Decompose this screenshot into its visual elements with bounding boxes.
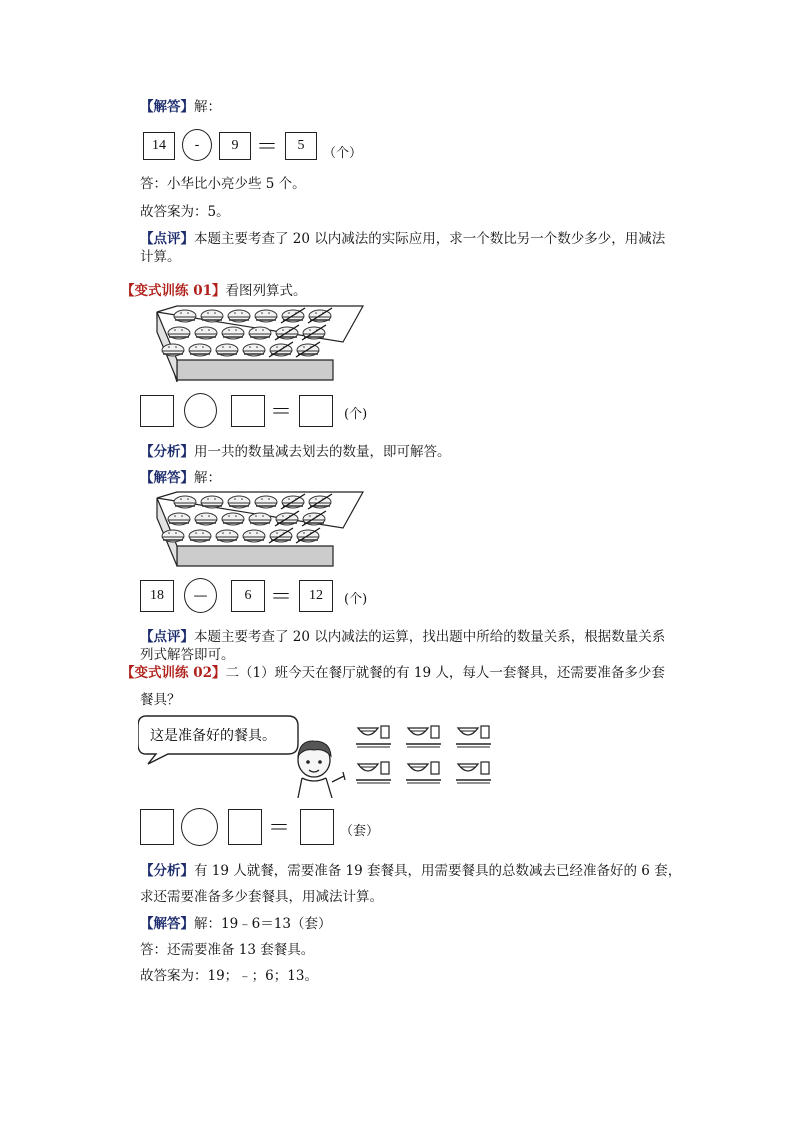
burger-icon [255, 310, 277, 322]
final-answer: 故答案为：19；﹣；6；13。 [140, 968, 318, 984]
answer-operator-circle: — [184, 578, 217, 613]
answer-prefix: 解： [194, 470, 221, 486]
answer-box-result: 12 [299, 580, 333, 612]
comment-text: 本题主要考查了 20 以内减法的实际应用，求一个数比另一个数少多少，用减法 [194, 231, 666, 247]
comment-tag: 【点评】 [140, 231, 194, 247]
equals-sign: ＝ [256, 135, 279, 160]
burger-icon [222, 327, 244, 339]
unit-label: （个） [323, 146, 363, 161]
analysis-line-1 [140, 859, 681, 879]
answer-text: 解：19﹣6＝13（套） [194, 916, 332, 932]
blank-box-2[interactable] [228, 809, 262, 845]
equation-box-b: 9 [219, 132, 251, 160]
equals-sign: ＝ [268, 816, 291, 841]
exercise-01-prompt: 看图列算式。 [225, 283, 307, 299]
burger-tray-image [155, 302, 365, 384]
equation-box-result: 5 [285, 132, 317, 160]
comment-tag: 【点评】 [140, 629, 194, 645]
burger-icon [162, 344, 184, 356]
burger-icon [162, 530, 184, 542]
burger-icon [228, 496, 250, 508]
answer-box-a: 18 [140, 580, 174, 612]
exercise-02-prompt-line-2: 餐具？ [140, 692, 181, 708]
blank-circle[interactable] [181, 808, 218, 846]
burger-icon [216, 530, 238, 542]
burger-icon [195, 327, 217, 339]
unit-label: （套） [340, 824, 380, 839]
speech-text: 这是准备好的餐具。 [150, 728, 276, 744]
equals-sign: ＝ [270, 585, 293, 610]
burger-icon [249, 327, 271, 339]
tableware-set-icon [356, 726, 391, 747]
comment-line-2: 计算。 [140, 249, 181, 265]
tableware-set-icon [456, 726, 491, 747]
blank-box-1[interactable] [140, 395, 174, 427]
burger-icon [174, 310, 196, 322]
answer-heading-2 [140, 466, 221, 486]
exercise-02-tag: 【变式训练 02】 [121, 665, 226, 681]
analysis-tag: 【分析】 [140, 444, 194, 460]
answer-tag: 【解答】 [140, 99, 194, 115]
analysis-tag: 【分析】 [140, 863, 194, 879]
burger-icon [168, 327, 190, 339]
burger-icon [195, 513, 217, 525]
burger-icon [201, 310, 223, 322]
tableware-sets [356, 726, 491, 783]
tray-front [177, 546, 333, 566]
tableware-set-icon [406, 726, 441, 747]
tableware-set-icon [456, 762, 491, 783]
burger-icon [174, 496, 196, 508]
burger-icon [189, 344, 211, 356]
equals-sign: ＝ [270, 400, 293, 425]
comment-line-1 [140, 625, 665, 645]
answer-heading-1 [140, 95, 221, 115]
exercise-01-heading [121, 279, 307, 299]
comment-line-2: 列式解答即可。 [140, 647, 235, 663]
unit-label: (个) [344, 407, 368, 422]
blank-box-result[interactable] [300, 809, 334, 845]
final-answer: 故答案为：5。 [140, 204, 230, 220]
blank-box-1[interactable] [140, 809, 174, 845]
answer-tag: 【解答】 [140, 916, 194, 932]
burger-icon [201, 496, 223, 508]
burger-icon [168, 513, 190, 525]
tableware-set-icon [356, 762, 391, 783]
comment-text: 本题主要考查了 20 以内减法的运算，找出题中所给的数量关系，根据数量关系 [194, 629, 666, 645]
tableware-set-icon [406, 762, 441, 783]
blank-box-2[interactable] [231, 395, 265, 427]
tray-front [177, 360, 333, 380]
burger-icon [255, 496, 277, 508]
burger-icon [228, 310, 250, 322]
burger-icon [222, 513, 244, 525]
analysis-text: 用一共的数量减去划去的数量，即可解答。 [194, 444, 451, 460]
boy-figure [298, 741, 345, 798]
exercise-01-tag: 【变式训练 01】 [121, 283, 226, 299]
burger-icon [249, 513, 271, 525]
exercise-02-prompt: 二（1）班今天在餐厅就餐的有 19 人，每人一套餐具，还需要准备多少套 [225, 665, 665, 681]
analysis-line [140, 440, 451, 460]
unit-label: (个) [344, 592, 368, 607]
burger-tray-image-answer [155, 488, 365, 570]
blank-box-result[interactable] [299, 395, 333, 427]
answer-prefix: 解： [194, 99, 221, 115]
burger-icon [216, 344, 238, 356]
analysis-text: 有 19 人就餐，需要准备 19 套餐具，用需要餐具的总数减去已经准备好的 6 套， [194, 863, 682, 879]
equation-box-a: 14 [143, 132, 175, 160]
answer-line: 答：还需要准备 13 套餐具。 [140, 942, 315, 958]
exercise-02-heading [121, 661, 665, 681]
answer-box-b: 6 [231, 580, 265, 612]
answer-heading-3 [140, 912, 331, 932]
analysis-line-2: 求还需要准备多少套餐具，用减法计算。 [140, 889, 383, 905]
answer-tag: 【解答】 [140, 470, 194, 486]
tableware-illustration [138, 712, 493, 798]
burger-icon [243, 344, 265, 356]
answer-line: 答：小华比小亮少些 5 个。 [140, 176, 306, 192]
operator-circle: - [182, 129, 212, 161]
blank-circle[interactable] [184, 393, 217, 428]
burger-icon [243, 530, 265, 542]
comment-line-1 [140, 227, 665, 247]
burger-icon [189, 530, 211, 542]
